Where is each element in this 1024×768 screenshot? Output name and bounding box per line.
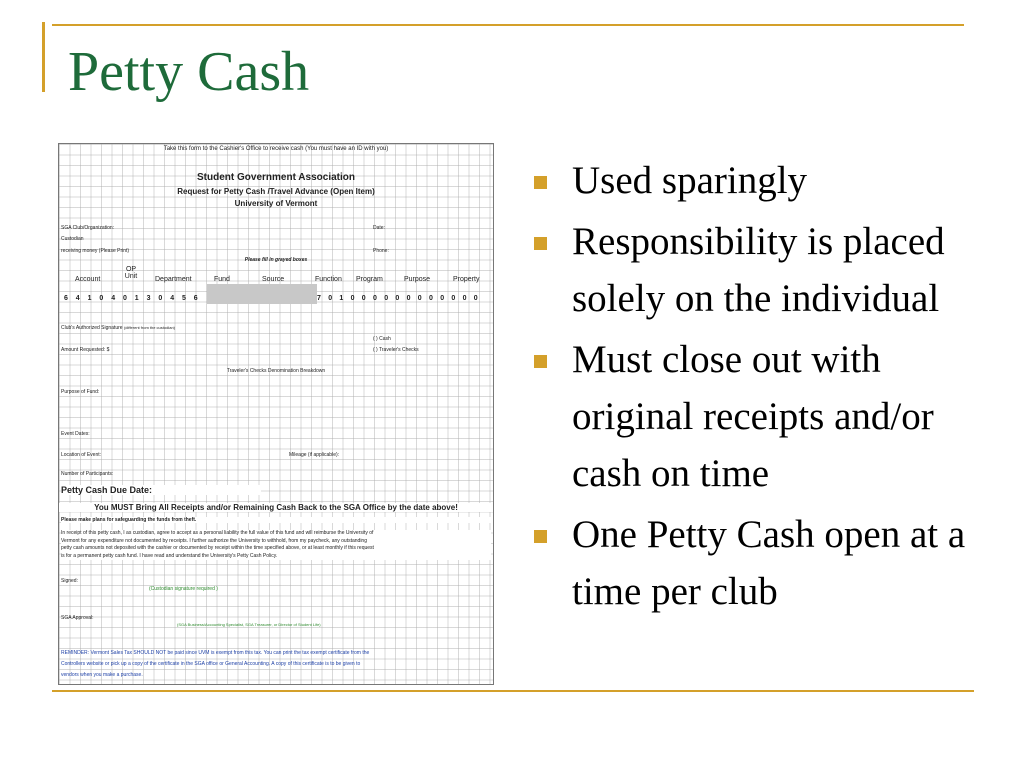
form-code-digit: 6 (193, 295, 198, 302)
form-code-digit: 1 (339, 295, 344, 302)
form-receiving-label: receiving money (Please Print) (61, 248, 130, 254)
form-code-digit: 0 (373, 295, 377, 302)
col-account: Account (75, 276, 101, 283)
form-code-digit: 0 (123, 295, 127, 302)
form-code-digit: 1 (87, 295, 92, 302)
form-date-label: Date: (373, 225, 385, 231)
col-purpose: Purpose (404, 276, 431, 283)
form-code-digit: 0 (462, 295, 467, 302)
form-code-digit: 0 (350, 295, 355, 302)
slide-title: Petty Cash (68, 41, 310, 103)
form-code-digit: 4 (170, 295, 175, 302)
form-cash-option: ( ) Cash (373, 336, 391, 342)
form-purpose-label: Purpose of Fund: (61, 389, 100, 395)
form-code-digit: 0 (406, 295, 411, 302)
form-mileage-label: Mileage (if applicable): (289, 452, 340, 458)
bullet-item: Used sparingly (528, 152, 968, 209)
form-checks-option: ( ) Traveler's Checks (373, 347, 419, 353)
form-location-label: Location of Event: (61, 452, 102, 458)
form-code-digit: 0 (440, 295, 445, 302)
col-op-unit: OP Unit (124, 266, 138, 280)
bullet-square-icon (534, 530, 547, 543)
form-plans-note: Please make plans for safeguarding the funds from theft. (61, 517, 494, 523)
form-code-digit: 0 (158, 295, 163, 302)
petty-cash-form-image (58, 143, 494, 685)
form-code-digit: 0 (384, 295, 389, 302)
col-department: Department (155, 276, 192, 283)
form-must-bring: You MUST Bring All Receipts and/or Remaining Cash Back to the SGA Office by the date above! (59, 503, 493, 512)
bullet-item: One Petty Cash open at a time per club (528, 506, 968, 620)
form-club-label: SGA Club/Organization: (61, 225, 115, 231)
form-phone-label: Phone: (373, 248, 389, 254)
bullet-item: Must close out with original receipts and/or cash on time (528, 331, 968, 502)
form-amount-label: Amount Requested: $ (61, 347, 110, 353)
bullet-square-icon (534, 237, 547, 250)
col-source: Source (262, 276, 285, 283)
bottom-divider (52, 690, 974, 692)
form-code-digit: 6 (64, 295, 68, 302)
form-signed-label: Signed: (61, 578, 78, 584)
form-subtitle: Request for Petty Cash /Travel Advance (Open Item) (177, 187, 375, 196)
form-code-digit: 4 (75, 295, 80, 302)
form-signature-label: Club's Authorized Signature (different from the custodian) (61, 325, 176, 331)
form-university: University of Vermont (234, 199, 318, 208)
form-custodian-label: Custodian (61, 236, 84, 242)
title-accent-bar (42, 22, 45, 92)
bullet-square-icon (534, 355, 547, 368)
form-approval-label: SGA Approval: (61, 615, 94, 621)
form-org: Student Government Association (197, 172, 355, 183)
form-code-digit: 0 (429, 295, 433, 302)
col-function: Function (315, 276, 342, 283)
form-code-digits (59, 295, 493, 305)
form-custodian-sig-note: (Custodian signature required ) (149, 586, 218, 592)
form-code-digit: 0 (473, 295, 478, 302)
form-approval-note: (SGA Business/Accounting Specialist, SGA Treasurer, or Director of Student Life) (177, 622, 321, 627)
form-checks-breakdown: Traveler's Checks Denomination Breakdown (226, 368, 326, 374)
form-event-dates-label: Event Dates: (61, 431, 90, 437)
form-code-digit: 0 (395, 295, 400, 302)
form-policy-paragraph: In receipt of this petty cash, I as custodian, agree to accept as a personal liability the full value of this fund and will reimburse the University of Vermont for any expenditure not documented by receipts. I further authorize the University to withhold, from my paycheck, any outstanding petty cash amounts not deposited with the cashier or documented by receipt within the time specified above, or at least monthly if this request is for a permanent petty cash fund. I have read and understand the University's Petty Cash Policy. (61, 530, 491, 560)
col-fund: Fund (214, 276, 230, 283)
form-code-digit: 0 (361, 295, 366, 302)
form-code-digit: 3 (146, 295, 151, 302)
bullet-list (528, 152, 968, 624)
bullet-item: Responsibility is placed solely on the individual (528, 213, 968, 327)
form-top-note: Take this form to the Cashier's Office to receive cash (You must have an ID with you) (163, 146, 389, 152)
col-property: Property (453, 276, 480, 283)
form-code-digit: 7 (317, 295, 321, 302)
col-program: Program (356, 276, 383, 283)
bullet-square-icon (534, 176, 547, 189)
form-code-digit: 0 (328, 295, 333, 302)
form-code-digit: 4 (111, 295, 116, 302)
form-code-digit: 0 (99, 295, 104, 302)
form-gray-note: Please fill in grayed boxes (244, 257, 308, 263)
form-due-date-label: Petty Cash Due Date: (61, 485, 261, 495)
form-participants-label: Number of Participants: (61, 471, 114, 477)
form-code-digit: 0 (417, 295, 422, 302)
form-code-digit: 5 (182, 295, 186, 302)
form-code-digit: 0 (451, 295, 456, 302)
form-code-digit: 1 (134, 295, 139, 302)
form-reminder: REMINDER: Vermont Sales Tax SHOULD NOT be paid since UVM is exempt from this tax. You can print the tax exempt certificate from the Controllers website or pick up a copy of the certificate in the SGA office or General Accounting. A copy of this certificate is to be given to vendors when you make a purchase. (61, 650, 370, 678)
top-divider (52, 24, 964, 26)
